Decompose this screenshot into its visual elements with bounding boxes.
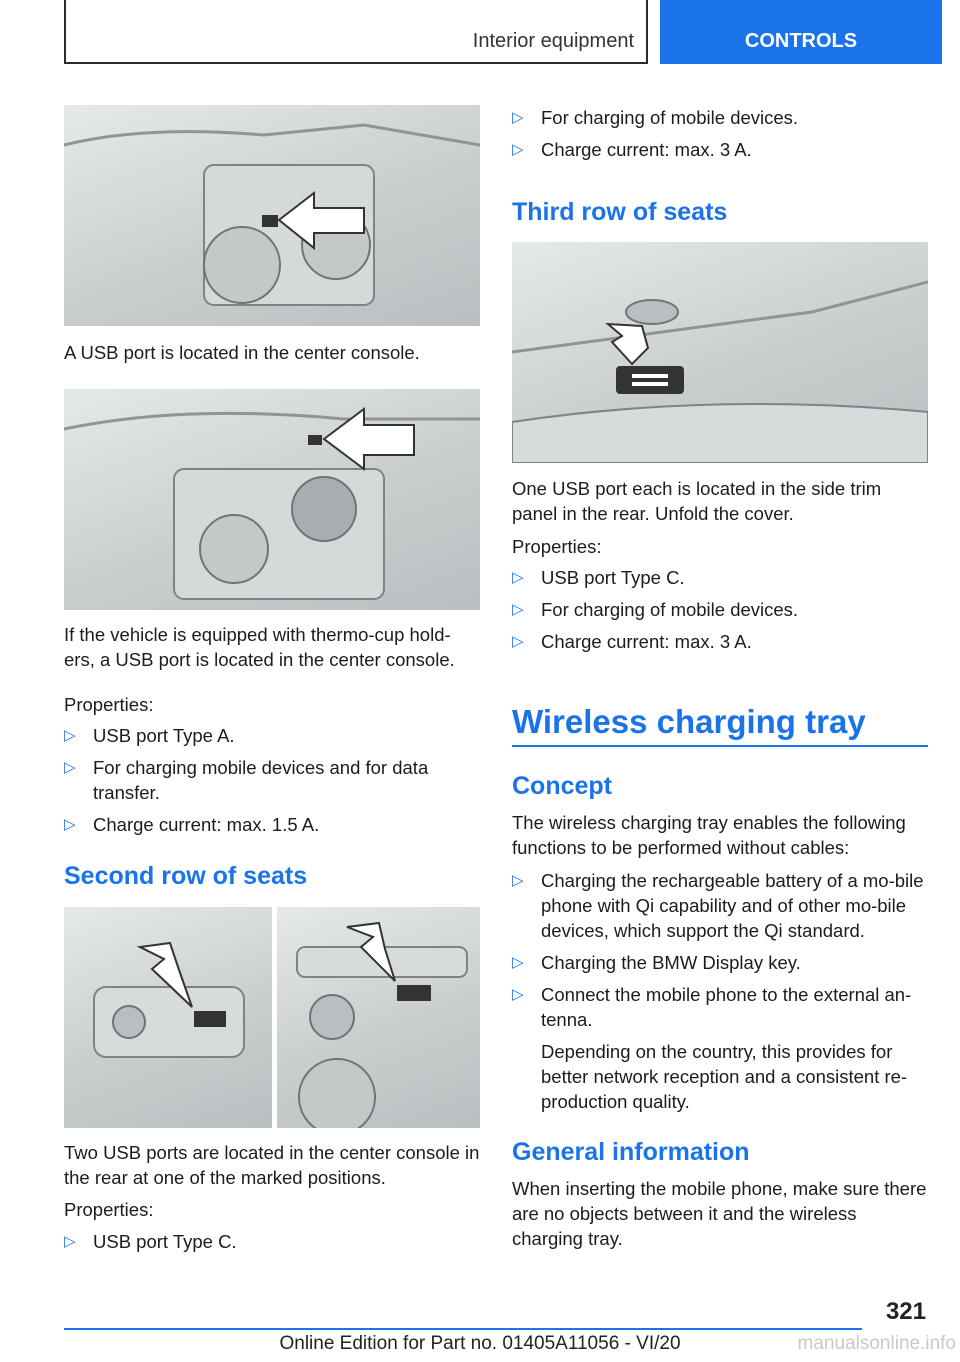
bullet-triangle-icon: ▷ bbox=[512, 109, 524, 126]
heading-wireless-charging: Wireless charging tray bbox=[512, 703, 866, 740]
list-item: ▷ Connect the mobile phone to the external an-tenna. bbox=[512, 984, 912, 1030]
rear-console-a-illustration bbox=[64, 907, 272, 1128]
usb-center-console-photo bbox=[64, 105, 480, 326]
footer-edition: Online Edition for Part no. 01405A11056 - VI/20 bbox=[279, 1333, 681, 1354]
thermo-cup-illustration bbox=[64, 389, 480, 610]
bullet-triangle-icon: ▷ bbox=[64, 759, 76, 776]
properties-label-1: Properties: bbox=[64, 694, 154, 715]
caption-thermo-cup: If the vehicle is equipped with thermo-cup hold-ers, a USB port is located in the center console. bbox=[64, 624, 455, 670]
watermark: manualsonline.info bbox=[797, 1333, 956, 1354]
bullet-triangle-icon: ▷ bbox=[512, 633, 524, 650]
second-row-photo-b bbox=[277, 907, 480, 1128]
rear-console-b-illustration bbox=[277, 907, 480, 1128]
concept-note: Depending on the country, this provides for better network reception and a consistent re-production quality. bbox=[541, 1041, 908, 1112]
list-item: ▷ Charging the rechargeable battery of a mo-bile phone with Qi capability and of other mo-bile devices, which support the Qi standard. bbox=[512, 870, 924, 941]
page-number: 321 bbox=[885, 1298, 926, 1325]
third-row-photo bbox=[512, 242, 928, 463]
bullet-triangle-icon: ▷ bbox=[64, 816, 76, 833]
heading-second-row: Second row of seats bbox=[64, 862, 308, 890]
bullet-triangle-icon: ▷ bbox=[512, 601, 524, 618]
list-item: ▷ For charging mobile devices and for data transfer. bbox=[64, 757, 429, 803]
bullet-triangle-icon: ▷ bbox=[512, 954, 524, 971]
properties-label-2: Properties: bbox=[64, 1199, 154, 1220]
footer-rule bbox=[64, 1328, 862, 1330]
general-text: When inserting the mobile phone, make sure there are no objects between it and the wireless charging tray. bbox=[512, 1178, 927, 1249]
console-illustration bbox=[64, 105, 480, 326]
usb-thermo-cup-photo bbox=[64, 389, 480, 610]
caption-second-row: Two USB ports are located in the center console in the rear at one of the marked positions. bbox=[64, 1142, 480, 1188]
header-frame bbox=[64, 0, 648, 64]
concept-text: The wireless charging tray enables the following functions to be performed without cables: bbox=[512, 812, 906, 858]
properties-label-3: Properties: bbox=[512, 536, 602, 557]
heading-concept: Concept bbox=[512, 772, 612, 800]
caption-center-console: A USB port is located in the center console. bbox=[64, 342, 420, 363]
chapter-tab[interactable]: CONTROLS bbox=[660, 0, 942, 64]
bullet-triangle-icon: ▷ bbox=[512, 986, 524, 1003]
heading-third-row: Third row of seats bbox=[512, 198, 728, 226]
bullet-triangle-icon: ▷ bbox=[512, 141, 524, 158]
side-trim-illustration bbox=[512, 242, 928, 463]
bullet-triangle-icon: ▷ bbox=[64, 727, 76, 744]
bullet-triangle-icon: ▷ bbox=[512, 872, 524, 889]
heading-rule bbox=[512, 745, 928, 747]
section-title: Interior equipment bbox=[472, 30, 634, 52]
second-row-photo-a bbox=[64, 907, 272, 1128]
heading-general-information: General information bbox=[512, 1138, 750, 1166]
bullet-triangle-icon: ▷ bbox=[512, 569, 524, 586]
caption-third-row: One USB port each is located in the side trim panel in the rear. Unfold the cover. bbox=[512, 478, 882, 524]
bullet-triangle-icon: ▷ bbox=[64, 1233, 76, 1250]
